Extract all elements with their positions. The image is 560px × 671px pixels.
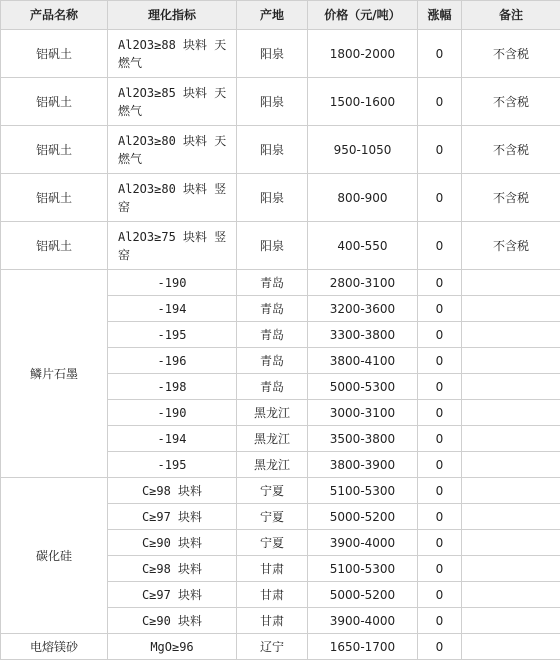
product-name: 铝矾土 bbox=[1, 222, 108, 270]
origin-cell: 黑龙江 bbox=[237, 400, 308, 426]
header-price: 价格（元/吨） bbox=[308, 1, 418, 30]
price-cell: 3800-3900 bbox=[308, 452, 418, 478]
product-name: 铝矾土 bbox=[1, 126, 108, 174]
note-cell bbox=[462, 608, 560, 634]
origin-cell: 阳泉 bbox=[237, 126, 308, 174]
change-cell: 0 bbox=[418, 634, 462, 660]
note-cell bbox=[462, 296, 560, 322]
origin-cell: 辽宁 bbox=[237, 634, 308, 660]
price-cell: 3500-3800 bbox=[308, 426, 418, 452]
table-row bbox=[1, 478, 560, 504]
note-cell: 不含税 bbox=[462, 174, 560, 222]
note-cell bbox=[462, 400, 560, 426]
origin-cell: 青岛 bbox=[237, 348, 308, 374]
change-cell: 0 bbox=[418, 426, 462, 452]
note-cell: 不含税 bbox=[462, 30, 560, 78]
spec-cell: -194 bbox=[108, 296, 237, 322]
spec-cell: -194 bbox=[108, 426, 237, 452]
header-origin: 产地 bbox=[237, 1, 308, 30]
price-cell: 3900-4000 bbox=[308, 530, 418, 556]
note-cell bbox=[462, 270, 560, 296]
price-cell: 800-900 bbox=[308, 174, 418, 222]
spec-cell: MgO≥96 bbox=[108, 634, 237, 660]
spec-cell: Al2O3≥80 块料 天燃气 bbox=[108, 126, 237, 174]
table-row bbox=[1, 174, 560, 222]
header-spec: 理化指标 bbox=[108, 1, 237, 30]
change-cell: 0 bbox=[418, 400, 462, 426]
origin-cell: 甘肃 bbox=[237, 556, 308, 582]
change-cell: 0 bbox=[418, 348, 462, 374]
note-cell bbox=[462, 452, 560, 478]
header-product-name: 产品名称 bbox=[1, 1, 108, 30]
price-cell: 1800-2000 bbox=[308, 30, 418, 78]
origin-cell: 青岛 bbox=[237, 296, 308, 322]
change-cell: 0 bbox=[418, 504, 462, 530]
product-name: 碳化硅 bbox=[1, 478, 108, 634]
header-note: 备注 bbox=[462, 1, 560, 30]
origin-cell: 阳泉 bbox=[237, 30, 308, 78]
origin-cell: 阳泉 bbox=[237, 174, 308, 222]
change-cell: 0 bbox=[418, 78, 462, 126]
change-cell: 0 bbox=[418, 556, 462, 582]
note-cell: 不含税 bbox=[462, 126, 560, 174]
origin-cell: 甘肃 bbox=[237, 608, 308, 634]
table-row bbox=[1, 270, 560, 296]
change-cell: 0 bbox=[418, 270, 462, 296]
price-cell: 3300-3800 bbox=[308, 322, 418, 348]
table-row bbox=[1, 30, 560, 78]
origin-cell: 宁夏 bbox=[237, 478, 308, 504]
origin-cell: 青岛 bbox=[237, 270, 308, 296]
spec-cell: C≥98 块料 bbox=[108, 478, 237, 504]
table-row bbox=[1, 222, 560, 270]
spec-cell: -198 bbox=[108, 374, 237, 400]
price-cell: 5000-5200 bbox=[308, 582, 418, 608]
header-change: 涨幅 bbox=[418, 1, 462, 30]
note-cell bbox=[462, 556, 560, 582]
price-cell: 3800-4100 bbox=[308, 348, 418, 374]
price-cell: 950-1050 bbox=[308, 126, 418, 174]
change-cell: 0 bbox=[418, 608, 462, 634]
price-cell: 2800-3100 bbox=[308, 270, 418, 296]
spec-cell: -190 bbox=[108, 270, 237, 296]
origin-cell: 阳泉 bbox=[237, 78, 308, 126]
table-row bbox=[1, 634, 560, 660]
note-cell bbox=[462, 530, 560, 556]
spec-cell: Al2O3≥88 块料 天燃气 bbox=[108, 30, 237, 78]
header-row bbox=[1, 1, 560, 30]
price-cell: 5000-5200 bbox=[308, 504, 418, 530]
change-cell: 0 bbox=[418, 582, 462, 608]
origin-cell: 黑龙江 bbox=[237, 452, 308, 478]
note-cell: 不含税 bbox=[462, 222, 560, 270]
spec-cell: -195 bbox=[108, 322, 237, 348]
product-name: 电熔镁砂 bbox=[1, 634, 108, 660]
change-cell: 0 bbox=[418, 30, 462, 78]
change-cell: 0 bbox=[418, 322, 462, 348]
origin-cell: 青岛 bbox=[237, 374, 308, 400]
table-row bbox=[1, 126, 560, 174]
spec-cell: -195 bbox=[108, 452, 237, 478]
origin-cell: 青岛 bbox=[237, 322, 308, 348]
price-cell: 1500-1600 bbox=[308, 78, 418, 126]
note-cell: 不含税 bbox=[462, 78, 560, 126]
origin-cell: 阳泉 bbox=[237, 222, 308, 270]
spec-cell: C≥90 块料 bbox=[108, 608, 237, 634]
change-cell: 0 bbox=[418, 126, 462, 174]
origin-cell: 宁夏 bbox=[237, 504, 308, 530]
price-cell: 3200-3600 bbox=[308, 296, 418, 322]
product-name: 铝矾土 bbox=[1, 174, 108, 222]
spec-cell: C≥90 块料 bbox=[108, 530, 237, 556]
change-cell: 0 bbox=[418, 478, 462, 504]
note-cell bbox=[462, 374, 560, 400]
change-cell: 0 bbox=[418, 530, 462, 556]
spec-cell: Al2O3≥85 块料 天燃气 bbox=[108, 78, 237, 126]
price-cell: 3000-3100 bbox=[308, 400, 418, 426]
spec-cell: Al2O3≥75 块料 竖窑 bbox=[108, 222, 237, 270]
note-cell bbox=[462, 504, 560, 530]
table-row bbox=[1, 78, 560, 126]
price-cell: 5100-5300 bbox=[308, 556, 418, 582]
change-cell: 0 bbox=[418, 374, 462, 400]
note-cell bbox=[462, 426, 560, 452]
spec-cell: C≥98 块料 bbox=[108, 556, 237, 582]
change-cell: 0 bbox=[418, 222, 462, 270]
spec-cell: -196 bbox=[108, 348, 237, 374]
product-name: 鳞片石墨 bbox=[1, 270, 108, 478]
price-cell: 400-550 bbox=[308, 222, 418, 270]
origin-cell: 黑龙江 bbox=[237, 426, 308, 452]
price-cell: 5000-5300 bbox=[308, 374, 418, 400]
note-cell bbox=[462, 478, 560, 504]
origin-cell: 甘肃 bbox=[237, 582, 308, 608]
note-cell bbox=[462, 348, 560, 374]
note-cell bbox=[462, 322, 560, 348]
change-cell: 0 bbox=[418, 296, 462, 322]
spec-cell: Al2O3≥80 块料 竖窑 bbox=[108, 174, 237, 222]
price-cell: 3900-4000 bbox=[308, 608, 418, 634]
spec-cell: C≥97 块料 bbox=[108, 504, 237, 530]
note-cell bbox=[462, 582, 560, 608]
change-cell: 0 bbox=[418, 174, 462, 222]
change-cell: 0 bbox=[418, 452, 462, 478]
product-name: 铝矾土 bbox=[1, 78, 108, 126]
origin-cell: 宁夏 bbox=[237, 530, 308, 556]
product-name: 铝矾土 bbox=[1, 30, 108, 78]
price-cell: 5100-5300 bbox=[308, 478, 418, 504]
price-cell: 1650-1700 bbox=[308, 634, 418, 660]
spec-cell: C≥97 块料 bbox=[108, 582, 237, 608]
note-cell bbox=[462, 634, 560, 660]
spec-cell: -190 bbox=[108, 400, 237, 426]
